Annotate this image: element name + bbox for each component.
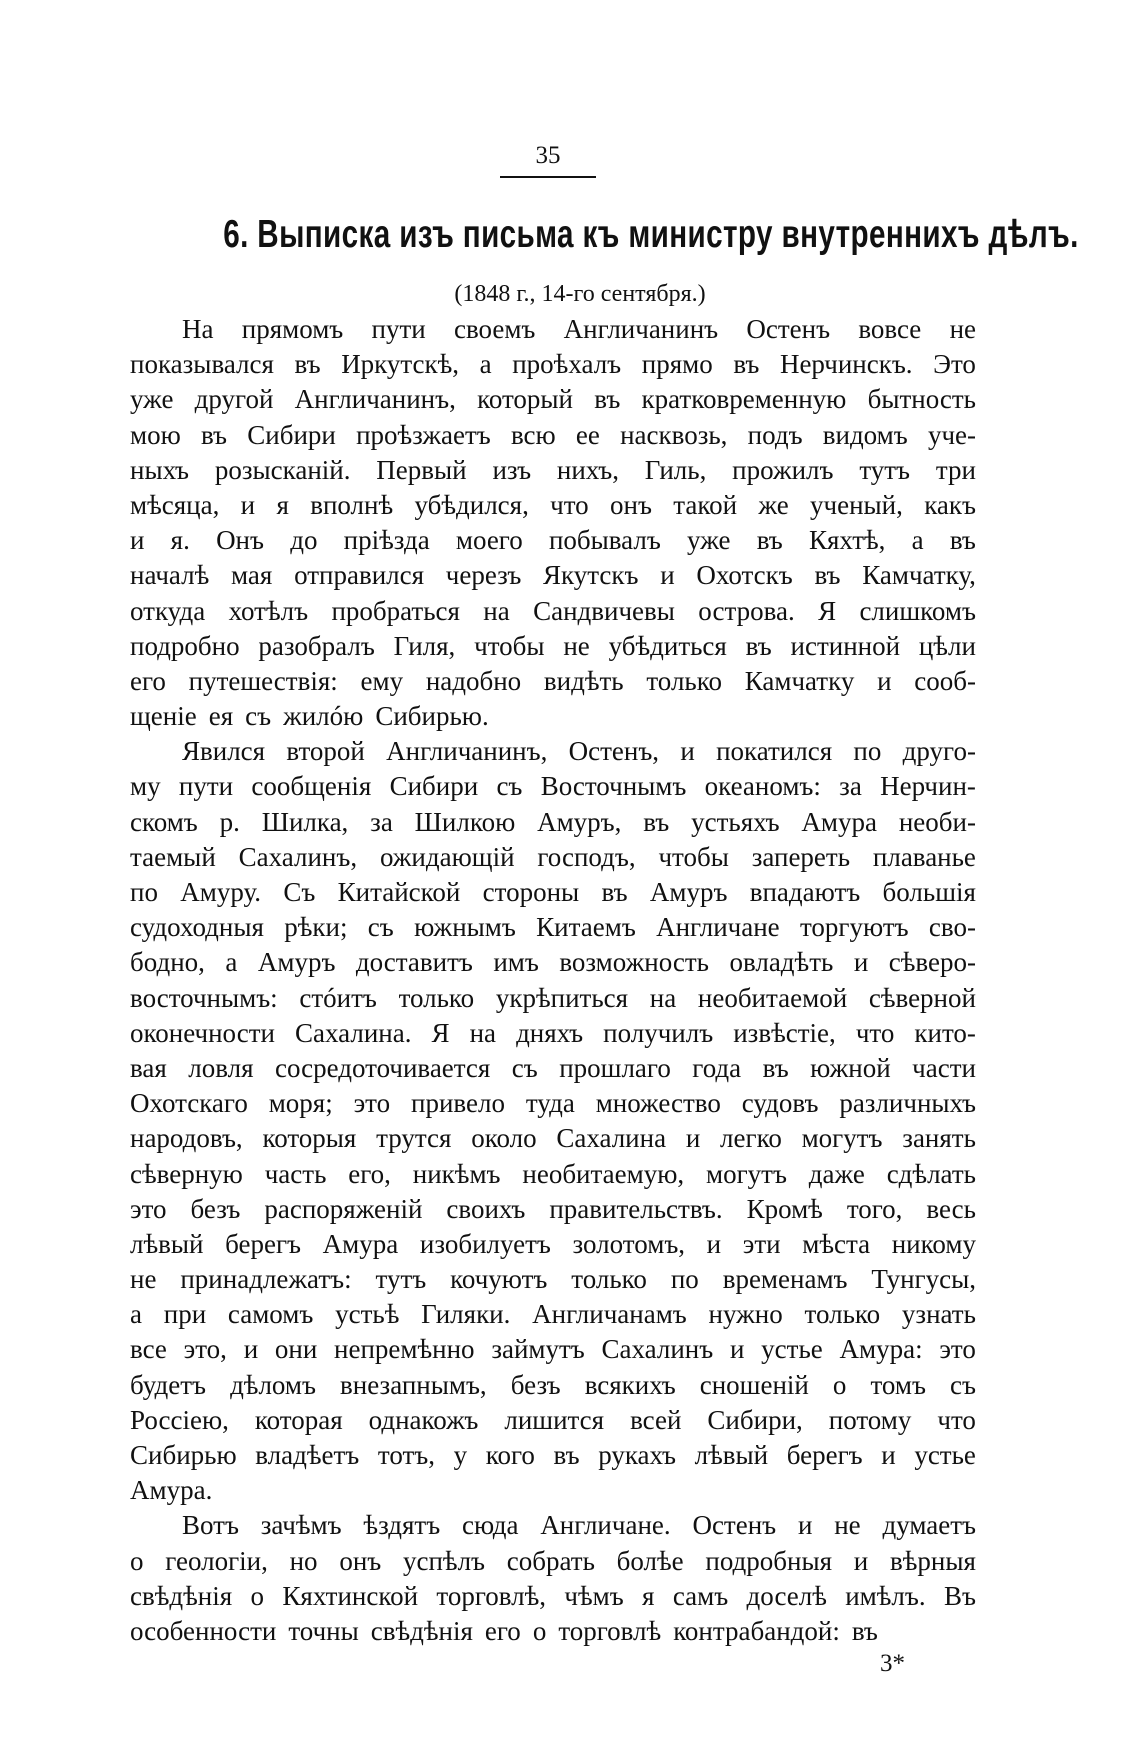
section-title: 6. Выписка изъ письма къ министру внутреннихъ дѣлъ.: [223, 213, 1079, 256]
text-line: таемый Сахалинъ, ожидающій господъ, чтобы запереть плаванье: [130, 841, 976, 872]
text-line: щеніе ея съ жилóю Сибирью.: [130, 701, 489, 732]
text-line: оконечности Сахалина. Я на дняхъ получилъ извѣстіе, что кито-: [130, 1017, 976, 1048]
text-line: подробно разобралъ Гиля, чтобы не убѣдиться въ истинной цѣли: [130, 630, 976, 661]
text-line: вая ловля сосредоточивается съ прошлаго года въ южной части: [130, 1052, 976, 1083]
text-line: сѣверную часть его, никѣмъ необитаемую, могутъ даже сдѣлать: [130, 1158, 976, 1189]
text-line: его путешествія: ему надобно видѣть только Камчатку и сооб-: [130, 665, 976, 696]
text-line: Вотъ зачѣмъ ѣздятъ сюда Англичане. Остенъ и не думаетъ: [182, 1510, 976, 1541]
text-line: Сибирью владѣетъ тотъ, у кого въ рукахъ лѣвый берегъ и устье: [130, 1440, 976, 1470]
text-line: судоходныя рѣки; съ южнымъ Китаемъ Англичане торгуютъ сво-: [130, 912, 976, 943]
text-line: ныхъ розысканій. Первый изъ нихъ, Гиль, прожилъ тутъ три: [130, 454, 976, 485]
text-line: На прямомъ пути своемъ Англичанинъ Остенъ вовсе не: [182, 314, 976, 344]
text-line: будетъ дѣломъ внезапнымъ, безъ всякихъ сношеній о томъ съ: [130, 1369, 976, 1400]
page-number: 35: [500, 142, 596, 178]
text-line: мою въ Сибири проѣзжаетъ всю ее насквозь, подъ видомъ уче-: [130, 419, 976, 450]
text-line: показывался въ Иркутскѣ, а проѣхалъ прямо въ Нерчинскъ. Это: [130, 349, 976, 380]
text-line: свѣдѣнія о Кяхтинской торговлѣ, чѣмъ я самъ доселѣ имѣлъ. Въ: [130, 1580, 976, 1611]
text-line: все это, и они непремѣнно займутъ Сахалинъ и устье Амура: это: [130, 1334, 976, 1365]
text-line: особенности точны свѣдѣнія его о торговлѣ контрабандой: въ: [130, 1615, 878, 1646]
text-line: народовъ, которыя трутся около Сахалина и легко могутъ занять: [130, 1123, 976, 1154]
text-line: скомъ р. Шилка, за Шилкою Амуръ, въ устьяхъ Амура необи-: [130, 806, 976, 837]
text-line: уже другой Англичанинъ, который въ кратковременную бытность: [130, 384, 976, 415]
text-line: откуда хотѣлъ пробраться на Сандвичевы острова. Я слишкомъ: [130, 595, 976, 626]
text-line: Охотскаго моря; это привело туда множество судовъ различныхъ: [130, 1088, 976, 1119]
text-line: Амура.: [130, 1475, 213, 1506]
text-line: это безъ распоряженій своихъ правительствъ. Кромѣ того, весь: [130, 1193, 976, 1224]
text-line: по Амуру. Съ Китайской стороны въ Амуръ впадаютъ большія: [130, 877, 976, 907]
signature-mark: 3*: [880, 1650, 905, 1677]
text-line: о геологіи, но онъ успѣлъ собрать болѣе подробныя и вѣрныя: [130, 1545, 976, 1576]
text-line: не принадлежатъ: тутъ кочуютъ только по временамъ Тунгусы,: [130, 1264, 976, 1295]
text-line: а при самомъ устьѣ Гиляки. Англичанамъ нужно только узнать: [130, 1299, 976, 1330]
text-line: началѣ мая отправился черезъ Якутскъ и Охотскъ въ Камчатку,: [130, 560, 976, 591]
text-line: Россіею, которая однакожъ лишится всей Сибири, потому что: [130, 1404, 976, 1435]
letter-date: (1848 г., 14-го сентября.): [454, 281, 706, 307]
text-line: и я. Онъ до пріѣзда моего побывалъ уже въ Кяхтѣ, а въ: [130, 525, 976, 556]
text-line: бодно, а Амуръ доставитъ имъ возможность овладѣть и сѣверо-: [130, 947, 976, 978]
text-line: лѣвый берегъ Амура изобилуетъ золотомъ, и эти мѣста никому: [130, 1228, 976, 1259]
body-text: [130, 312, 976, 1649]
text-line: восточнымъ: стóитъ только укрѣпиться на необитаемой сѣверной: [130, 982, 976, 1013]
text-line: Явился второй Англичанинъ, Остенъ, и покатился по друго-: [182, 736, 976, 767]
text-line: мѣсяца, и я вполнѣ убѣдился, что онъ такой же ученый, какъ: [130, 489, 976, 520]
text-line: му пути сообщенія Сибири съ Восточнымъ океаномъ: за Нерчин-: [130, 771, 976, 802]
